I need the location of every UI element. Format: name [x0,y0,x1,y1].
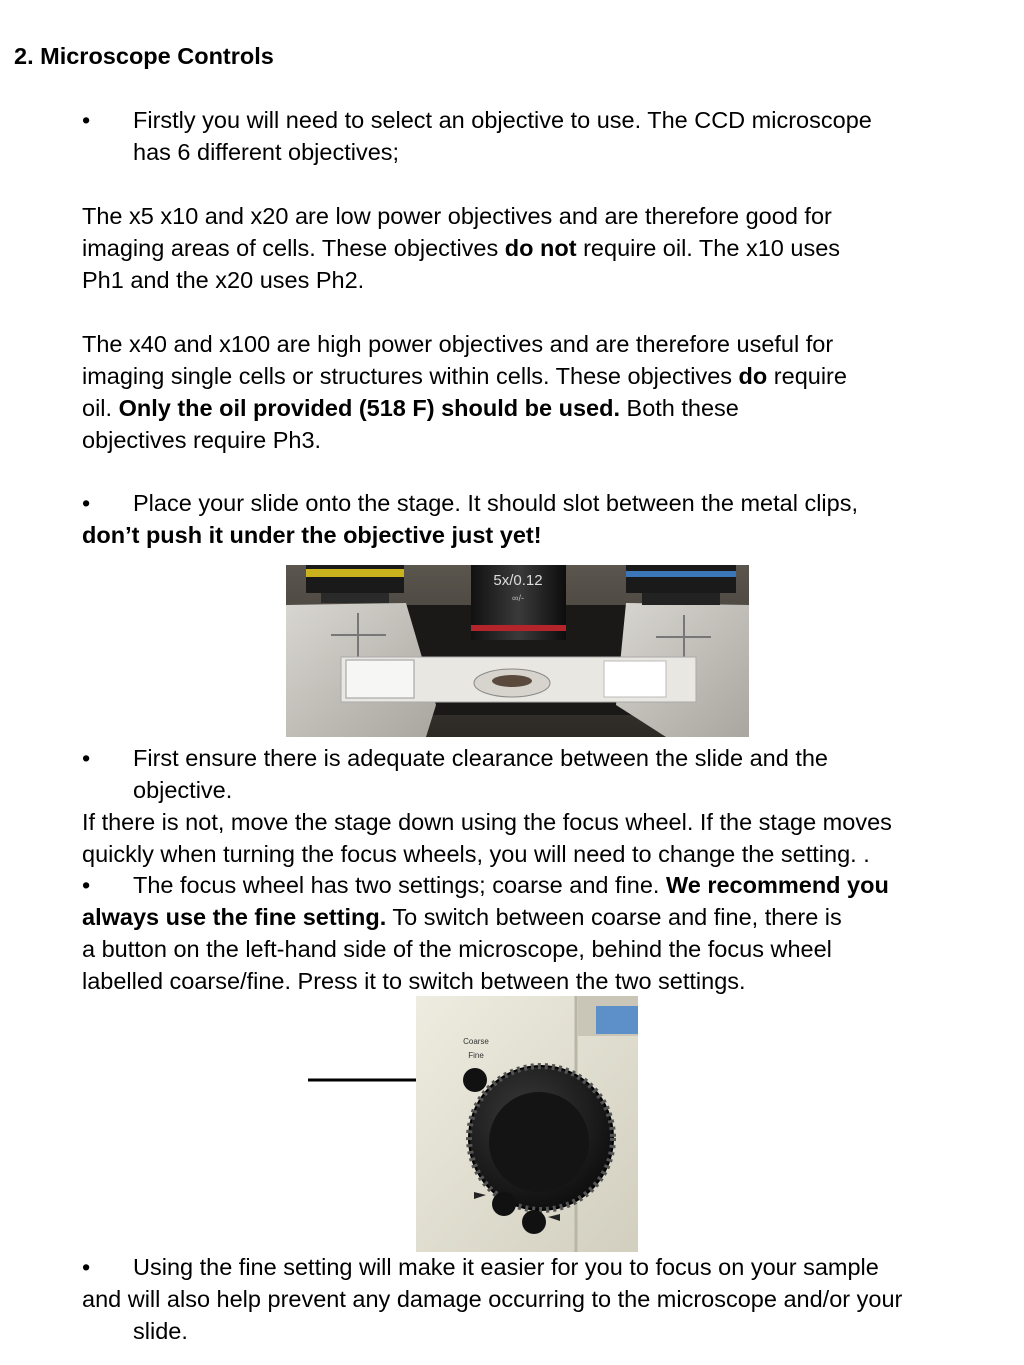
objective-intro-line-1: Firstly you will need to select an objective to use. The CCD microscope [133,107,872,133]
do-not-emphasis: do not [504,235,577,261]
fine-label: Fine [468,1051,484,1060]
coarse-fine-button [463,1068,487,1092]
slide-warning: don’t push it under the objective just yet! [82,522,542,548]
bullet-marker: • [82,107,91,133]
clearance-line-4: quickly when turning the focus wheels, you will need to change the setting. . [82,841,870,867]
high-power-line-3: oil. Only the oil provided (518 F) should be used. Both these [82,395,739,421]
objective-label: 5x/0.12 [493,572,543,589]
clearance-line-1: First ensure there is adequate clearance between the slide and the [133,745,828,771]
slide-placement-line-1: Place your slide onto the stage. It should slot between the metal clips, [133,490,859,516]
fine-benefit-line-3: slide. [133,1318,188,1344]
recommendation-emphasis: We recommend you [665,872,889,898]
clearance-line-2: objective. [133,777,233,803]
microscope-stage-photo [286,565,749,737]
oil-warning: Only the oil provided (518 F) should be used. [118,395,620,421]
fine-setting-emphasis: always use the fine setting. [82,904,387,930]
do-emphasis: do [738,363,768,389]
microscope-stage-photo-graphic [286,565,749,737]
objective-sub-label: ∞/- [512,593,524,603]
fine-benefit-line-1: Using the fine setting will make it easier for you to focus on your sample [133,1254,879,1280]
objective-intro-line-2: has 6 different objectives; [133,139,400,165]
low-power-line-2: imaging areas of cells. These objectives do not require oil. The x10 uses [82,235,841,261]
low-power-line-3: Ph1 and the x20 uses Ph2. [82,267,365,293]
low-power-line-1: The x5 x10 and x20 are low power objectives and are therefore good for [82,203,832,229]
high-power-line-2: imaging single cells or structures within cells. These objectives do require [82,363,847,389]
bullet-marker: • [82,1254,91,1280]
focus-settings-line-2: always use the fine setting. To switch between coarse and fine, there is [82,904,842,930]
clearance-line-3: If there is not, move the stage down using the focus wheel. If the stage moves [82,809,892,835]
high-power-line-1: The x40 and x100 are high power objectives and are therefore useful for [82,331,834,357]
focus-settings-line-4: labelled coarse/fine. Press it to switch between the two settings. [82,968,746,994]
coarse-label: Coarse [463,1037,489,1046]
page-title: 2. Microscope Controls [14,43,274,69]
fine-benefit-line-2: and will also help prevent any damage occurring to the microscope and/or your [82,1286,903,1312]
focus-settings-line-1: The focus wheel has two settings; coarse and fine. We recommend you [133,872,889,898]
bullet-marker: • [82,490,91,516]
focus-wheel-photo-graphic [416,996,638,1252]
focus-settings-line-3: a button on the left-hand side of the microscope, behind the focus wheel [82,936,832,962]
bullet-marker: • [82,745,91,771]
focus-wheel-photo [416,996,638,1252]
bullet-marker: • [82,872,91,898]
high-power-line-4: objectives require Ph3. [82,427,322,453]
